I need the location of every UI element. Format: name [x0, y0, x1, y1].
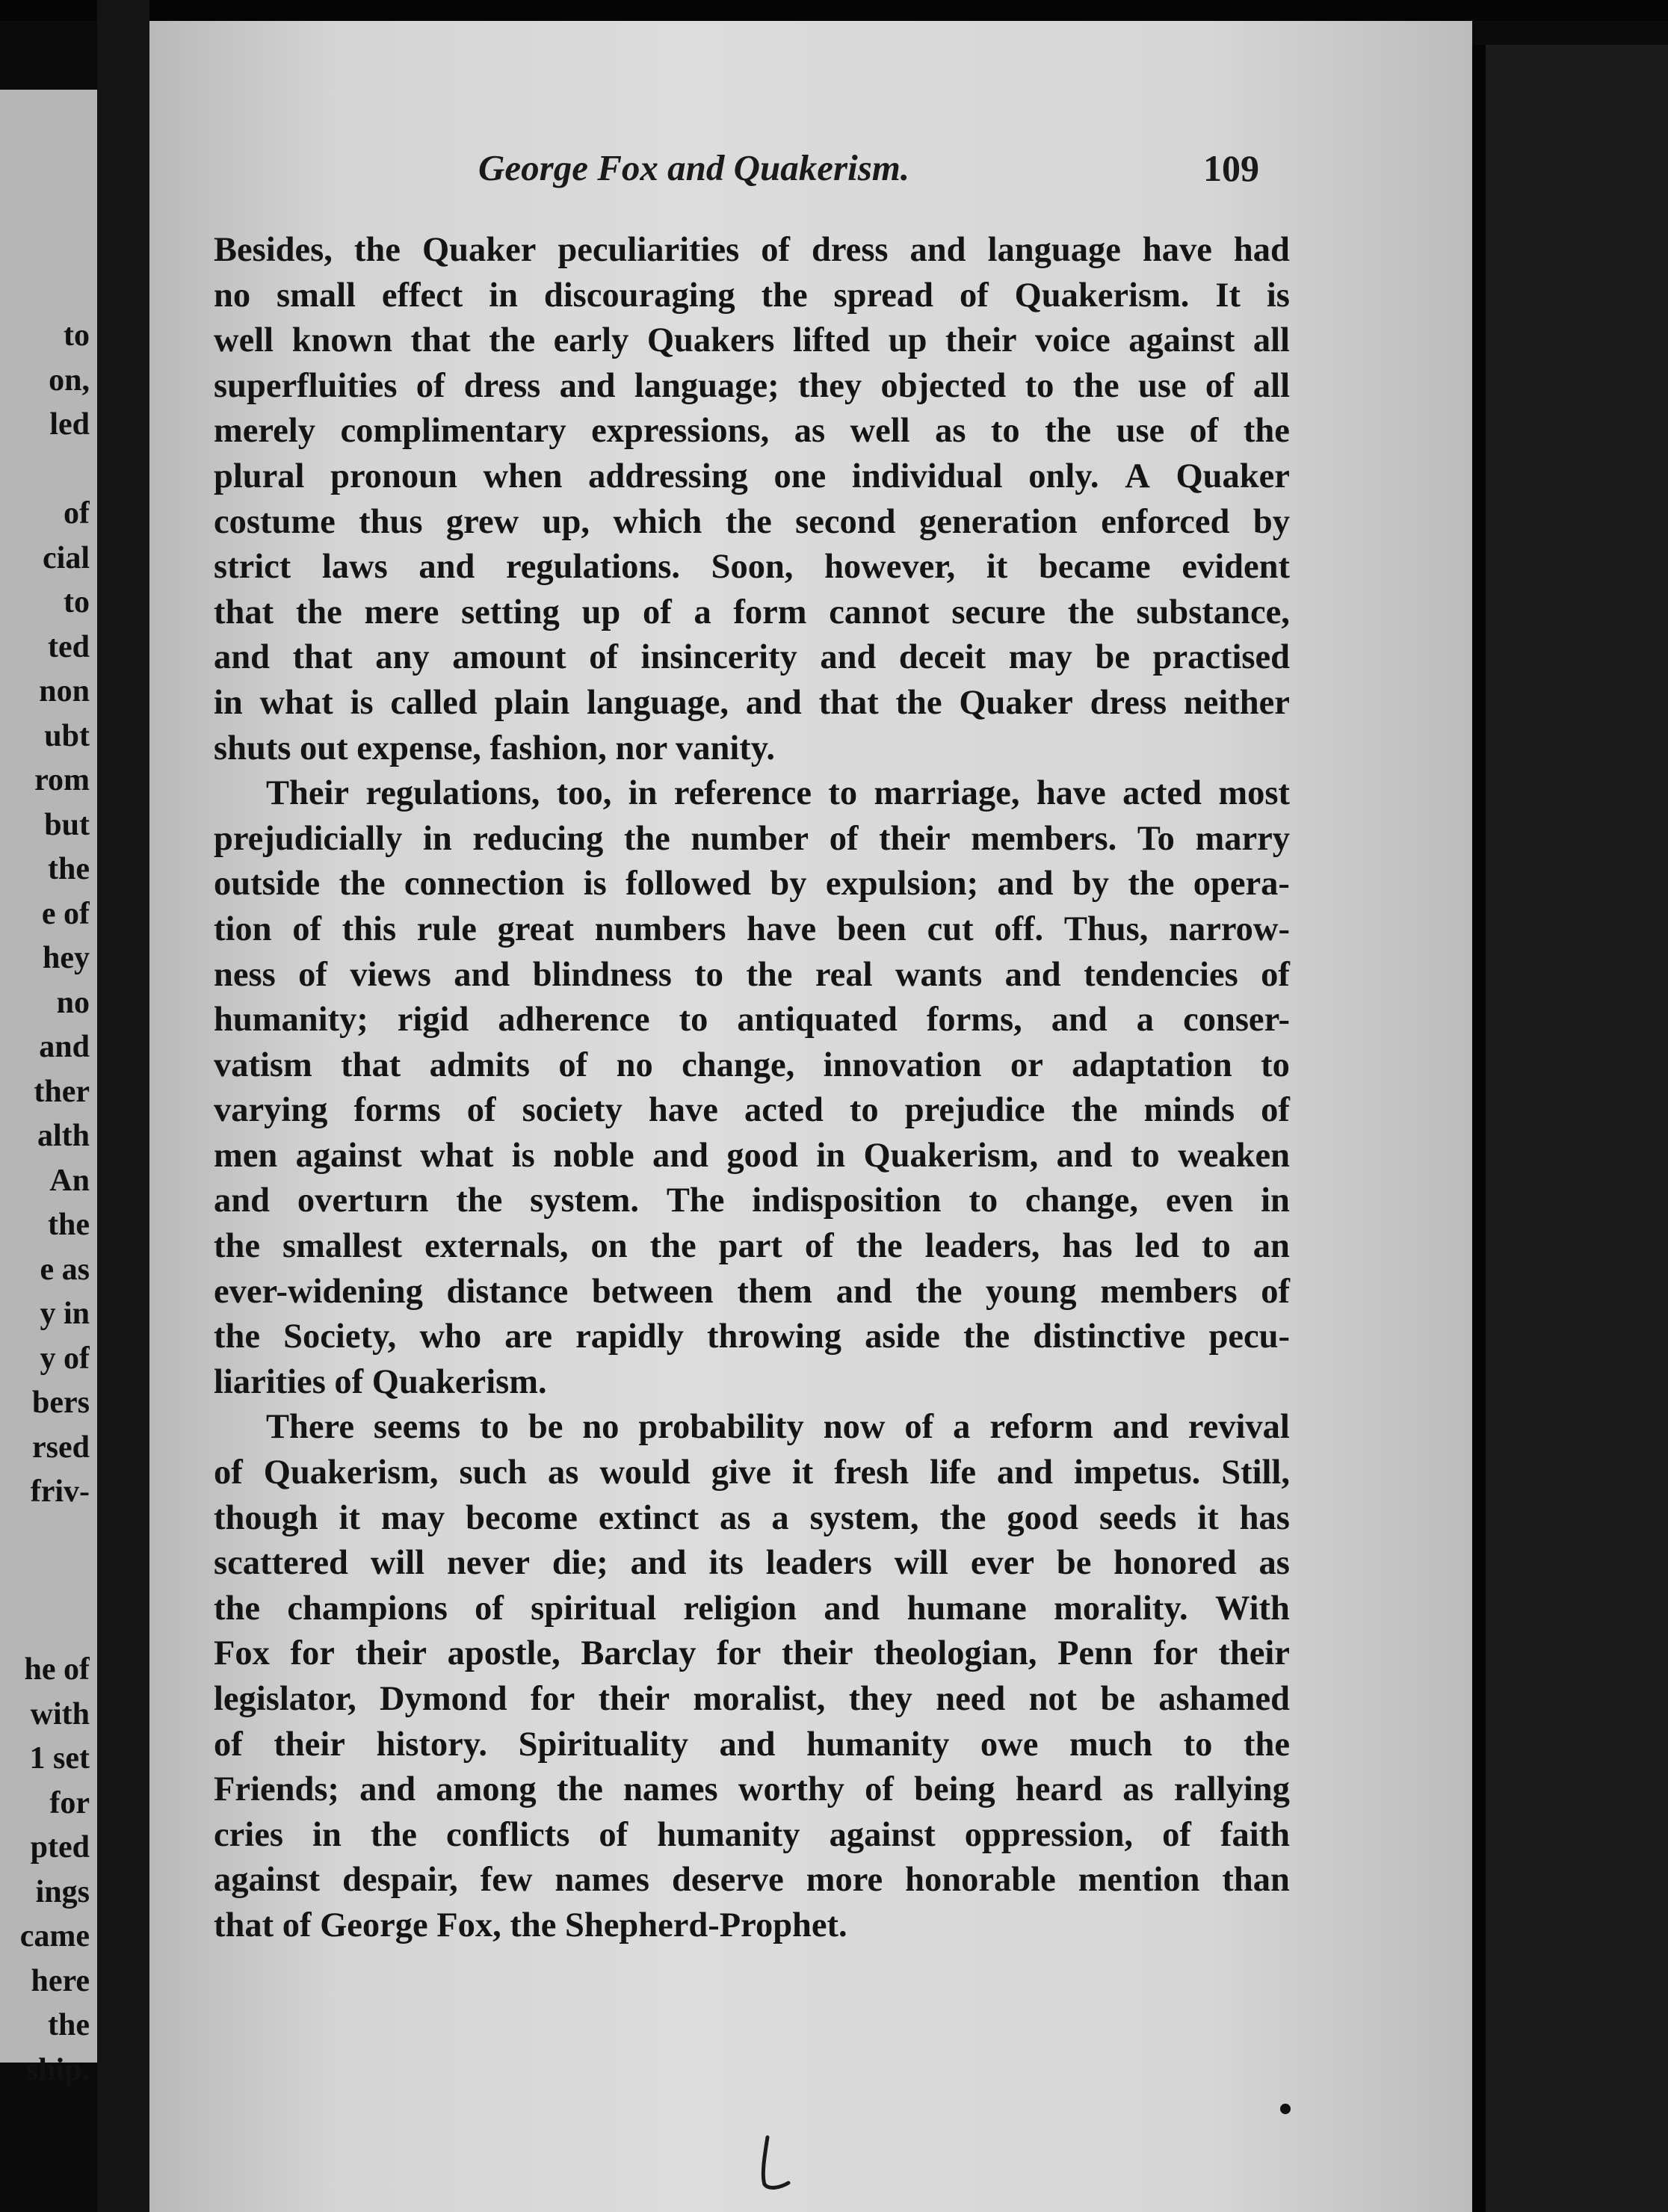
facing-page-fragment: ubt: [44, 718, 90, 753]
facing-page-fragment: [0, 1559, 90, 1604]
facing-page-fragment: but: [44, 807, 90, 842]
text-line: legislator, Dymond for their moralist, they need not be ashamed: [214, 1680, 1290, 1718]
text-line: that the mere setting up of a form cannot secure the substance,: [214, 593, 1290, 631]
ink-spot: [1280, 2104, 1291, 2114]
facing-page-fragment: [0, 1604, 90, 1649]
facing-page-fragment: alth: [37, 1119, 90, 1153]
text-line: plural pronoun when addressing one individual only. A Quaker: [214, 457, 1290, 495]
facing-page-fragment: e as: [40, 1252, 90, 1287]
text-line: prejudicially in reducing the number of their members. To marry: [214, 819, 1290, 858]
facing-page-fragment: of: [64, 496, 90, 531]
text-line: Besides, the Quaker peculiarities of dress and language have had: [214, 231, 1290, 269]
text-line: Fox for their apostle, Barclay for their theologian, Penn for their: [214, 1634, 1290, 1673]
text-line: humanity; rigid adherence to antiquated forms, and a conser-: [214, 1001, 1290, 1039]
text-line: men against what is noble and good in Quakerism, and to weaken: [214, 1136, 1290, 1175]
text-line: scattered will never die; and its leaders will ever be honored as: [214, 1544, 1290, 1583]
text-line: the champions of spiritual religion and humane morality. With: [214, 1589, 1290, 1628]
text-line: liarities of Quakerism.: [214, 1362, 547, 1401]
text-line: of Quakerism, such as would give it fresh life and impetus. Still,: [214, 1453, 1290, 1492]
text-line: in what is called plain language, and that the Quaker dress neither: [214, 683, 1290, 722]
facing-page-fragment: friv-: [30, 1474, 90, 1509]
text-line: that of George Fox, the Shepherd-Prophet.: [214, 1906, 847, 1944]
text-line: against despair, few names deserve more honorable mention than: [214, 1861, 1290, 1900]
scan-top-border: [0, 0, 1668, 21]
text-line: ness of views and blindness to the real wants and tendencies of: [214, 955, 1290, 994]
facing-page-fragment: An: [49, 1163, 90, 1198]
facing-page-fragment: the: [48, 852, 90, 886]
facing-page-fragment: 1 set: [29, 1741, 90, 1776]
facing-page-fragment: led: [49, 407, 90, 442]
facing-page-fragment: and: [39, 1030, 90, 1064]
facing-page-fragment: to: [64, 585, 90, 620]
text-line: outside the connection is followed by expulsion; and by the opera-: [214, 865, 1290, 903]
facing-page-fragment: here: [31, 1963, 90, 1998]
facing-page-fragment: ther: [34, 1074, 90, 1109]
facing-page-fragment: came: [19, 1919, 90, 1953]
text-line: varying forms of society have acted to prejudice the minds of: [214, 1091, 1290, 1130]
page-shadow: [1472, 45, 1486, 2212]
text-line: of their history. Spirituality and humanity owe much to the: [214, 1725, 1290, 1764]
paragraph: [214, 771, 1290, 1405]
text-line: costume thus grew up, which the second generation enforced by: [214, 502, 1290, 541]
text-line: and that any amount of insincerity and deceit may be practised: [214, 638, 1290, 677]
body-text: [214, 228, 1290, 1949]
text-line: the smallest externals, on the part of the leaders, has led to an: [214, 1227, 1290, 1266]
book-gutter: [97, 0, 149, 2212]
text-line: though it may become extinct as a system, the good seeds it has: [214, 1498, 1290, 1537]
facing-page-fragment: on,: [49, 362, 90, 398]
scan-right-border: [1472, 45, 1668, 2212]
paragraph: [214, 1405, 1290, 1948]
facing-page-fragment: rom: [34, 763, 90, 797]
facing-page-fragment: bers: [32, 1385, 90, 1420]
facing-page-fragment: cial: [43, 540, 90, 575]
facing-page-fragment: the: [48, 2008, 90, 2042]
facing-page-fragment: ted: [48, 629, 90, 664]
facing-page-fragment: no: [56, 985, 90, 1020]
text-line: well known that the early Quakers lifted up their voice against all: [214, 321, 1290, 360]
facing-page-fragment: pted: [30, 1830, 90, 1865]
text-line: strict laws and regulations. Soon, however, it became evident: [214, 548, 1290, 587]
facing-page-fragment: to: [64, 318, 90, 353]
running-head: George Fox and Quakerism.: [478, 147, 910, 188]
text-line: vatism that admits of no change, innovation or adaptation to: [214, 1045, 1290, 1084]
facing-page-fragment: [0, 448, 90, 492]
text-line: tion of this rule great numbers have been cut off. Thus, narrow-: [214, 909, 1290, 948]
text-line: shuts out expense, fashion, nor vanity.: [214, 729, 776, 767]
text-line: Friends; and among the names worthy of being heard as rallying: [214, 1770, 1290, 1809]
text-line: ever-widening distance between them and the young members of: [214, 1272, 1290, 1311]
text-line: no small effect in discouraging the spread of Quakerism. It is: [214, 276, 1290, 315]
facing-page-text: [0, 314, 90, 2092]
facing-page-fragment: the: [48, 1208, 90, 1242]
facing-page-fragment: e of: [41, 896, 90, 931]
facing-page-fragment: [0, 1515, 90, 1560]
facing-page-fragment: for: [49, 1785, 90, 1820]
facing-page-fragment: y of: [40, 1341, 90, 1376]
text-line: There seems to be no probability now of a reform and revival: [266, 1408, 1290, 1447]
facing-page-fragment: ings: [35, 1874, 90, 1909]
facing-page-fragment: ship.: [25, 2052, 90, 2087]
facing-page-edge: [0, 90, 97, 2087]
text-line: Their regulations, too, in reference to marriage, have acted most: [266, 774, 1290, 813]
facing-page-fragment: with: [30, 1696, 90, 1731]
text-line: cries in the conflicts of humanity against oppression, of faith: [214, 1815, 1290, 1854]
text-line: merely complimentary expressions, as well as to the use of the: [214, 412, 1290, 451]
facing-page-fragment: non: [39, 674, 90, 708]
facing-page-fragment: y in: [40, 1297, 90, 1331]
page-number: 109: [1203, 147, 1259, 189]
facing-page-fragment: he of: [24, 1652, 90, 1687]
facing-page-fragment: rsed: [32, 1430, 90, 1465]
paragraph: [214, 228, 1290, 771]
pencil-mark-icon: [751, 2134, 796, 2193]
facing-page-fragment: hey: [43, 941, 90, 975]
text-line: and overturn the system. The indisposition to change, even in: [214, 1181, 1290, 1220]
text-line: the Society, who are rapidly throwing aside the distinctive pecu-: [214, 1317, 1290, 1356]
text-line: superfluities of dress and language; they objected to the use of all: [214, 366, 1290, 405]
